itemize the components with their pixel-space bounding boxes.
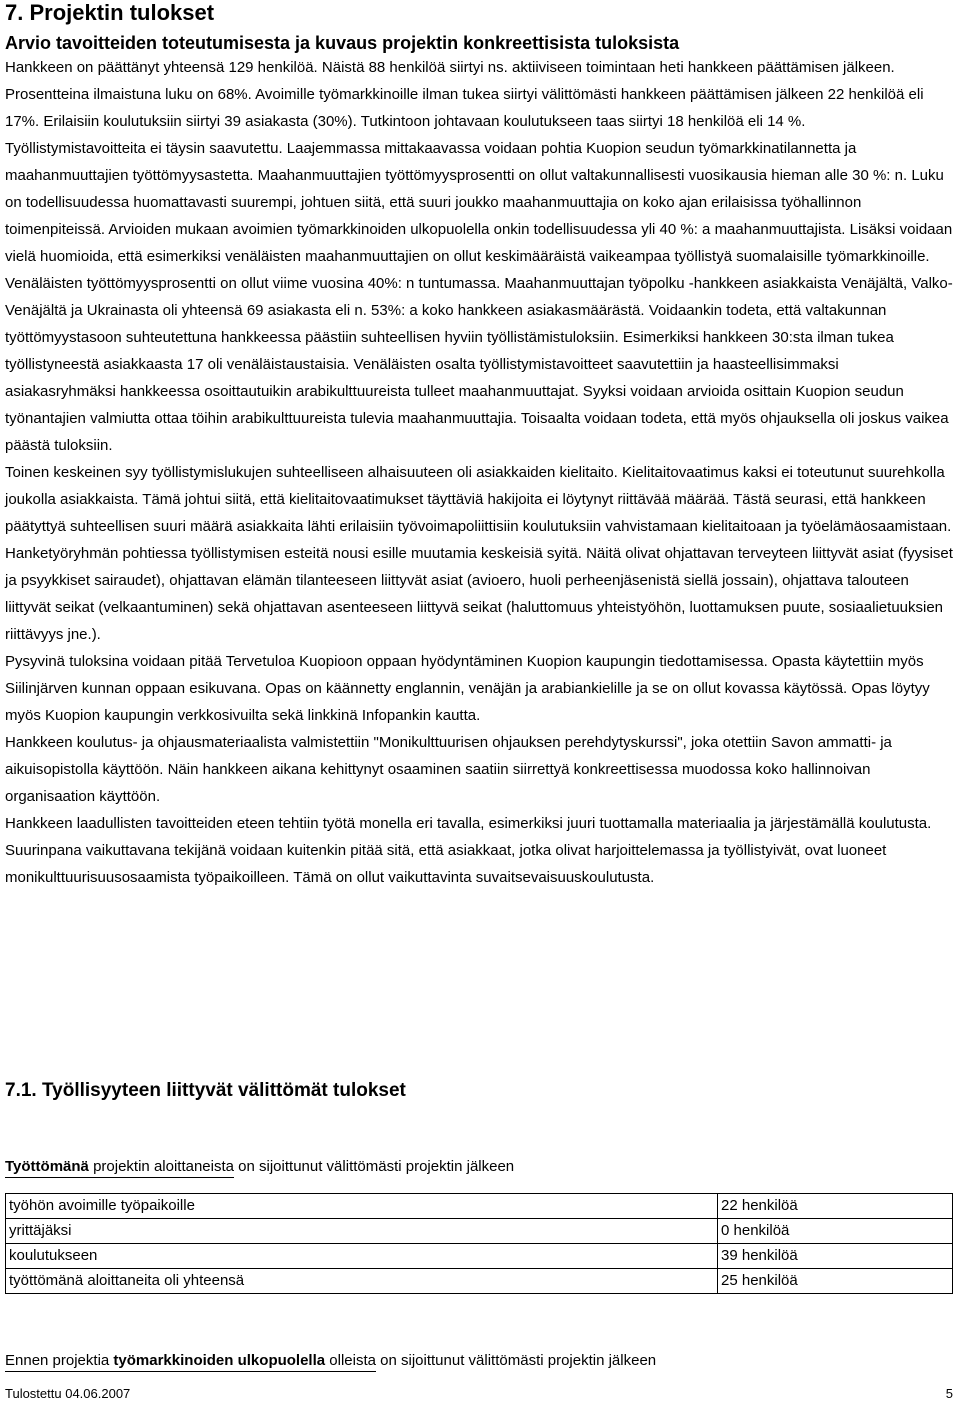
print-date: Tulostettu 04.06.2007 [5,1386,131,1401]
paragraph-2: Työllistymistavoitteita ei täysin saavutettu. Laajemmassa mittakaavassa voidaan pohtia Kuopion seudun työmarkkinatilannetta ja maahanmuuttajien työttömyysastetta. Maahanmuuttajien työttömyysprosentti on ollut valtakunnallisesti vuosikausia hieman alle 30 %: n. Luku on todellisuudessa huomattavasti suurempi, johtuen siitä, että suuri joukko maahanmuuttajia on koko ajan erilaisissa työhallinnon toimenpiteissä. Arvioiden mukaan avoimien työmarkkinoiden ulkopuolella onkin todellisuudessa yli 40 %: a maahanmuuttajista. Lisäksi voidaan vielä huomioida, että esimerkiksi venäläisten maahanmuuttajien on ollut keskimääräistä vaikeampaa työllistyä suomalaisille työmarkkinoille. Venäläisten työttömyysprosentti on ollut viime vuosina 40%: n tuntumassa. Maahanmuuttajan työpolku -hankkeen asiakkaista Venäjältä, Valko-Venäjältä ja Ukrainasta oli yhteensä 69 asiakasta eli n. 53%: a koko hankkeen asiakasmäärästä. Voidaankin todeta, että valtakunnan työttömyystasoon suhteutettuna hankkeessa päästiin suhteellisen hyviin työllistämistuloksiin. Esimerkiksi hankkeen 30:sta ilman tukea työllistyneestä asiakkaasta 17 oli venäläistaustaisia. Venäläisten osalta työllistymistavoitteet saavutettiin ja haasteellisimmaksi asiakasryhmäksi hankkeessa osoittautuikin arabikulttuureista tulleet maahanmuuttajat. Syyksi voidaan arvioida osittain Kuopion seudun työnantajien valmiutta ottaa töihin arabikulttuureista tulevia maahanmuuttajia. Toisaalta voidaan todeta, että myös ohjauksella oli joskus vaikea päästä tuloksiin. [5,140,953,454]
table-1-caption-bold: Työttömänä [5,1158,89,1175]
table-row [6,1194,953,1219]
section-heading: 7.1. Työllisyyteen liittyvät välittömät tulokset [5,1080,406,1101]
paragraph-1: Hankkeen on päättänyt yhteensä 129 henkilöä. Näistä 88 henkilöä siirtyi ns. aktiiviseen toimintaan heti hankkeen päättämisen jälkeen. Prosentteina ilmaistuna luku on 68%. Avoimille työmarkkinoille ilman tukea siirtyi välittömästi hankkeen päättämisen jälkeen 22 henkilöä eli 17%. Erilaisiin koulutuksiin siirtyi 39 asiakasta (30%). Tutkintoon johtavaan koulutukseen taas siirtyi 18 henkilöä eli 14 %. [5,59,924,130]
table-2-caption-pre: Ennen projektia [5,1352,114,1369]
table-row [6,1244,953,1269]
table-2-caption-mid: olleista [325,1352,376,1369]
table-1-caption [5,1157,514,1177]
row-label: koulutukseen [6,1244,718,1269]
document-page [5,0,953,1401]
row-label: työhön avoimille työpaikoille [6,1194,718,1219]
paragraph-5: Pysyvinä tuloksina voidaan pitää Tervetuloa Kuopioon oppaan hyödyntäminen Kuopion kaupungin tiedottamisessa. Opasta käytettiin myös Siilinjärven kunnan oppaan esikuvana. Opas on käännetty englannin, venäjän ja arabiankielille ja se on ollut kovassa käytössä. Opas löytyy myös Kuopion kaupungin verkkosivuilta sekä linkkinä Infopankin kautta. [5,653,930,724]
paragraph-4: Hanketyöryhmän pohtiessa työllistymisen esteitä nousi esille muutamia keskeisiä syitä. Näitä olivat ohjattavan terveyteen liittyvät asiat (fyysiset ja psyykkiset sairaudet), ohjattavan elämän tilanteeseen liittyvät asiat (avioero, huoli perheenjäsenistä siellä jossain), ohjattava talouteen liittyvät seikat (velkaantuminen) sekä ohjattavan asenteeseen liittyvä seikat (haluttomuus yhteistyöhön, luottamuksen puute, sosiaalietuuksien riittävyys jne.). [5,545,953,643]
table-2-caption-bold: työmarkkinoiden ulkopuolella [113,1352,326,1369]
paragraph-6: Hankkeen koulutus- ja ohjausmateriaalista valmistettiin "Monikulttuurisen ohjauksen perehdytyskurssi", joka otettiin Savon ammatti- ja aikuisopistolla käyttöön. Näin hankkeen aikana kehittynyt osaaminen saatiin siirrettyä konkreettisessa muodossa koko hallinnoivan organisaation käyttöön. [5,734,892,805]
table-2-caption [5,1351,656,1371]
page-number: 5 [945,1386,953,1401]
page-heading: 7. Projektin tulokset [5,0,215,25]
row-label: työttömänä aloittaneita oli yhteensä [6,1269,718,1294]
paragraph-3: Toinen keskeinen syy työllistymislukujen suhteelliseen alhaisuuteen oli asiakkaiden kielitaito. Kielitaitovaatimus kaksi ei toteutunut suurehkolla joukolla asiakkaista. Tämä johtui siitä, että kielitaitovaatimukset täyttäviä hakijoita ei löytynyt riittävää määrää. Tästä seurasi, että hankkeen päätyttyä suhteellisen suuri määrä asiakkaita lähti erilaisiin työvoimapoliittisiin koulutuksiin vahvistamaan kielitaitoaan ja työelämäosaamistaan. [5,464,952,535]
row-value: 39 henkilöä [718,1244,953,1269]
table-row [6,1219,953,1244]
page-footer [5,1386,953,1402]
paragraph-7: Hankkeen laadullisten tavoitteiden eteen tehtiin työtä monella eri tavalla, esimerkiksi juuri tuottamalla materiaalia ja järjestämällä koulutusta. Suurinpana vaikuttavana tekijänä voidaan kuitenkin pitää sitä, että asiakkaat, jotka olivat harjoittelemassa ja työllistyivät, ovat luoneet monikulttuurisuusosaamista työpaikoilleen. Tämä on ollut vaikuttavinta suvaitsevaisuuskoulutusta. [5,815,932,886]
results-table [5,1193,953,1294]
page-subheading: Arvio tavoitteiden toteutumisesta ja kuvaus projektin konkreettisista tuloksista [5,33,680,53]
row-value: 0 henkilöä [718,1219,953,1244]
row-value: 25 henkilöä [718,1269,953,1294]
row-label: yrittäjäksi [6,1219,718,1244]
table-1-caption-rest: projektin aloittaneista [88,1158,234,1175]
row-value: 22 henkilöä [718,1194,953,1219]
table-1-caption-tail: on sijoittunut välittömästi projektin jälkeen [234,1158,515,1175]
body-text [5,54,953,891]
table-row [6,1269,953,1294]
table-2-caption-tail: on sijoittunut välittömästi projektin jälkeen [375,1352,657,1369]
